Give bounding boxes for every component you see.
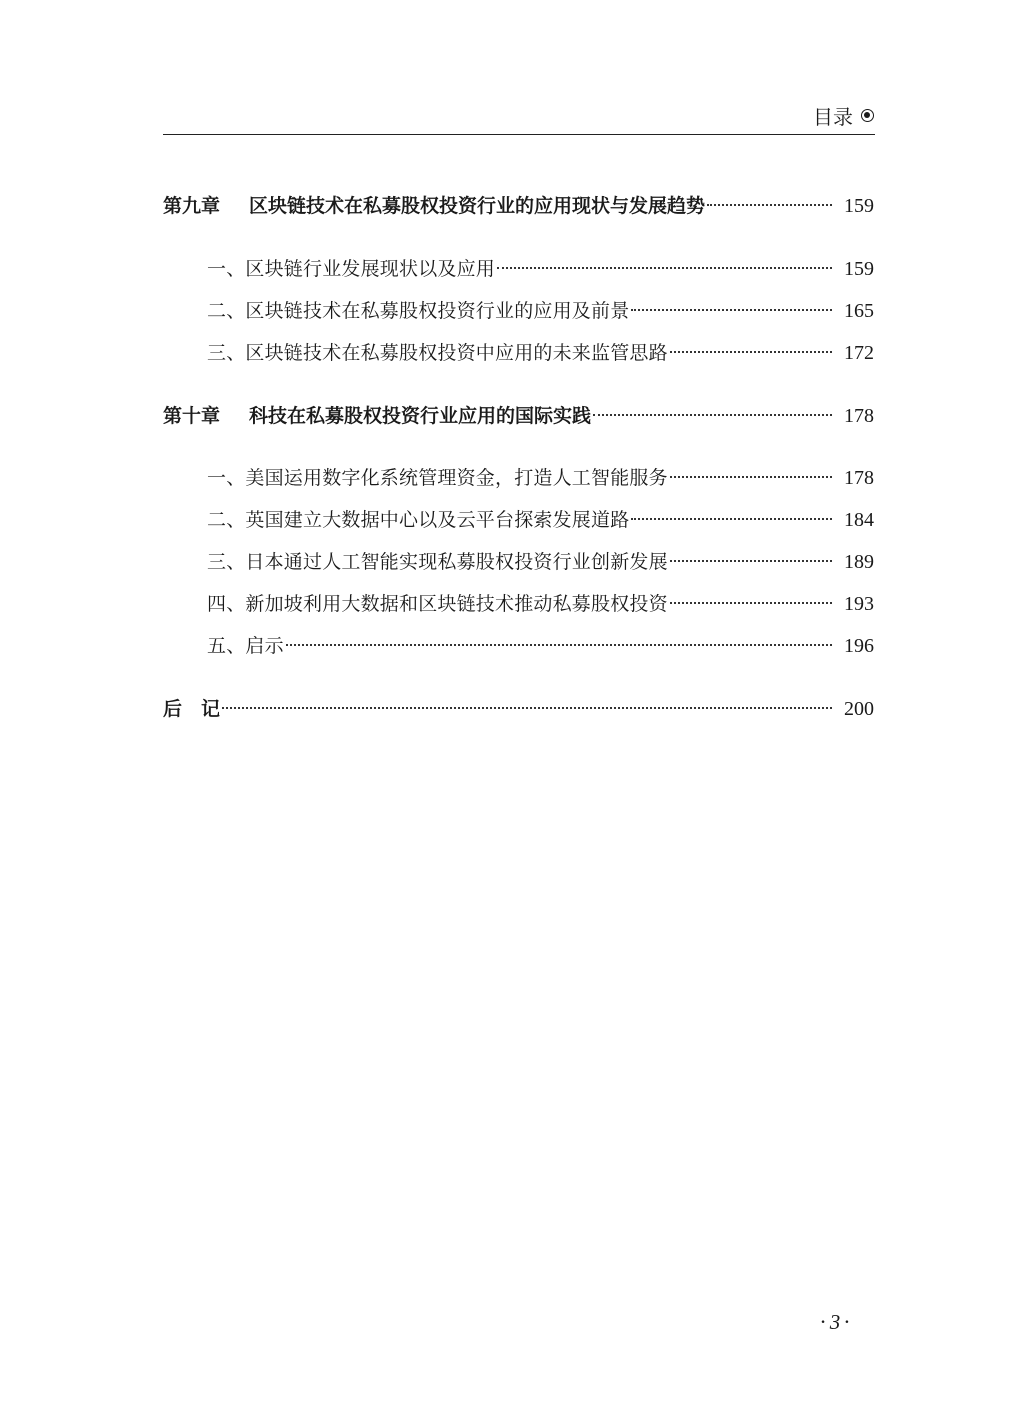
section-title: 二、区块链技术在私募股权投资行业的应用及前景 (207, 300, 630, 322)
page-number: 159 (844, 195, 874, 217)
dot-leader (670, 476, 832, 478)
dot-leader (670, 560, 832, 562)
toc-section[interactable] (163, 506, 874, 534)
page-number: 189 (844, 551, 874, 573)
toc-section[interactable] (163, 590, 874, 618)
page-number: 178 (844, 467, 874, 489)
afterword-title: 后 记 (163, 698, 221, 720)
toc-chapter-10[interactable] (163, 402, 874, 430)
section-title: 二、英国建立大数据中心以及云平台探索发展道路 (207, 509, 630, 531)
dot-leader (497, 267, 832, 269)
chapter-number: 第九章 (163, 195, 221, 217)
section-title: 一、美国运用数字化系统管理资金，打造人工智能服务 (207, 467, 668, 489)
page-number: 178 (844, 405, 874, 427)
dot-leader (670, 602, 832, 604)
section-title: 四、新加坡利用大数据和区块链技术推动私募股权投资 (207, 593, 668, 615)
page-number: 165 (844, 300, 874, 322)
toc-section[interactable] (163, 255, 874, 283)
page-number: 184 (844, 509, 874, 531)
page-number: 172 (844, 342, 874, 364)
running-header-title: 目录 (813, 105, 853, 129)
toc-section[interactable] (163, 632, 874, 660)
folio-dot-right: · (844, 1314, 850, 1331)
toc-chapter-9[interactable] (163, 192, 874, 220)
page-number: 200 (844, 698, 874, 720)
toc-afterword[interactable] (163, 695, 874, 723)
page-number: 193 (844, 593, 874, 615)
toc-section[interactable] (163, 339, 874, 367)
toc-section[interactable] (163, 548, 874, 576)
folio-dot-left: · (820, 1314, 826, 1331)
dot-leader (707, 204, 832, 206)
page-number: 196 (844, 635, 874, 657)
section-title: 五、启示 (207, 635, 284, 657)
section-title: 一、区块链行业发展现状以及应用 (207, 258, 496, 280)
running-header (163, 102, 875, 135)
section-title: 三、区块链技术在私募股权投资中应用的未来监管思路 (207, 342, 668, 364)
chapter-title: 科技在私募股权投资行业应用的国际实践 (249, 405, 592, 427)
toc-section[interactable] (163, 297, 874, 325)
section-title: 三、日本通过人工智能实现私募股权投资行业创新发展 (207, 551, 668, 573)
dot-leader (286, 644, 832, 646)
circle-bullet-icon (861, 109, 874, 122)
page-number: 159 (844, 258, 874, 280)
chapter-number: 第十章 (163, 405, 221, 427)
dot-leader (670, 351, 832, 353)
dot-leader (631, 309, 832, 311)
page-folio (810, 1309, 860, 1336)
dot-leader (222, 707, 832, 709)
dot-leader (593, 414, 832, 416)
toc-section[interactable] (163, 464, 874, 492)
dot-leader (631, 518, 832, 520)
folio-page-number: 3 (829, 1310, 841, 1334)
chapter-title: 区块链技术在私募股权投资行业的应用现状与发展趋势 (249, 195, 706, 217)
